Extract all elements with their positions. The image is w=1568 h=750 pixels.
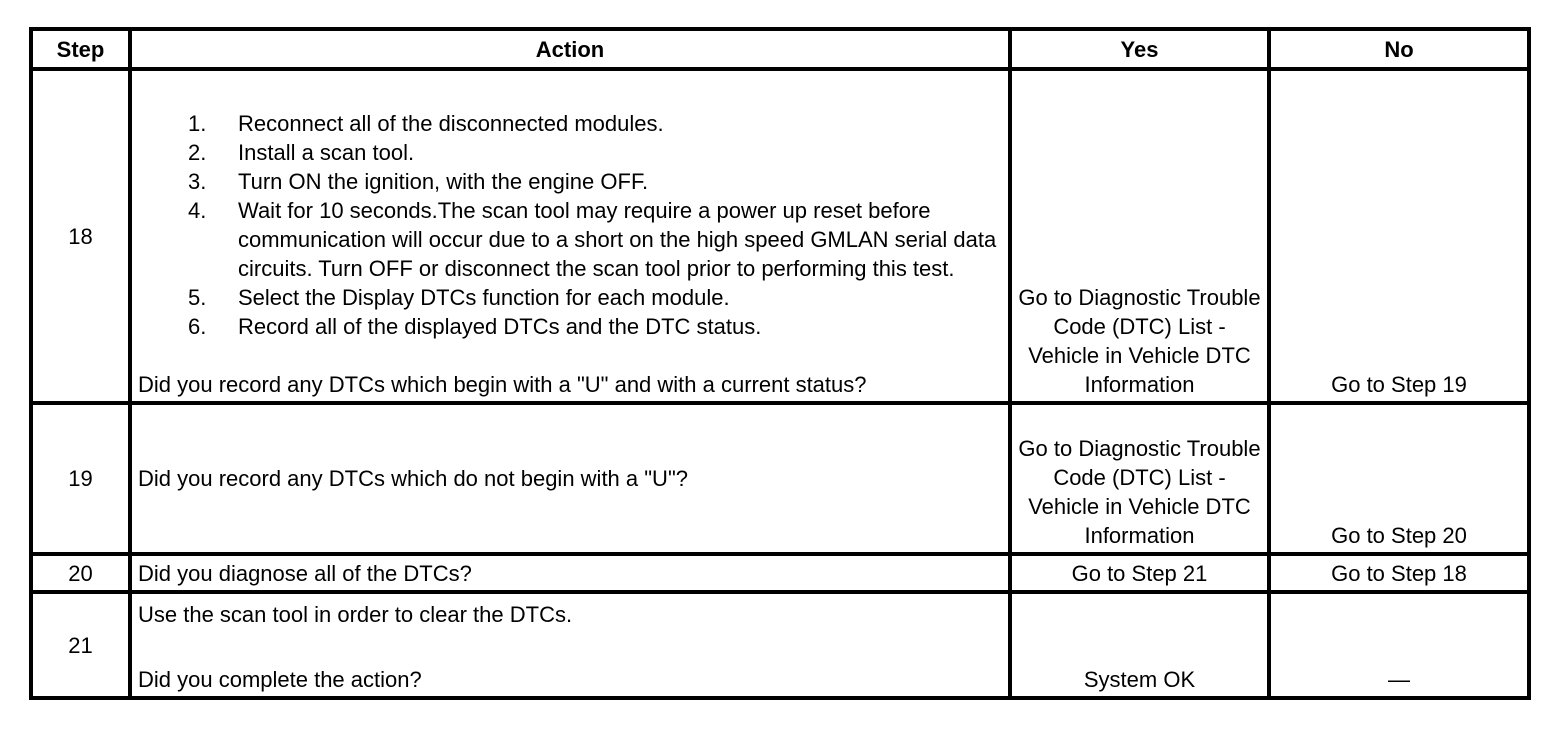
no-result: — [1269, 592, 1529, 698]
list-item-text: Turn ON the ignition, with the engine OFF. [238, 169, 649, 194]
list-item-text: Record all of the displayed DTCs and the DTC status. [238, 314, 762, 339]
table-row-step-18 [31, 69, 1529, 403]
list-item-text: Reconnect all of the disconnected modules. [238, 111, 664, 136]
action-cell [130, 69, 1010, 403]
list-item-number: 3. [188, 169, 207, 194]
table-row-step-21 [31, 592, 1529, 698]
list-item-number: 6. [188, 314, 207, 339]
action-cell [130, 592, 1010, 698]
step-number: 20 [31, 554, 130, 592]
step-number: 18 [31, 69, 130, 403]
action-question: Did you complete the action? [138, 667, 422, 692]
list-item [138, 196, 1002, 283]
action-steps-list [138, 109, 1002, 341]
table-row-step-19 [31, 403, 1529, 554]
list-item [138, 109, 1002, 138]
yes-result: Go to Diagnostic Trouble Code (DTC) List - Vehicle in Vehicle DTC Information [1010, 403, 1269, 554]
header-no: No [1269, 29, 1529, 69]
step-number: 21 [31, 592, 130, 698]
action-instruction: Use the scan tool in order to clear the DTCs. [138, 602, 573, 627]
action-question: Did you diagnose all of the DTCs? [138, 560, 472, 586]
step-number: 19 [31, 403, 130, 554]
action-question: Did you record any DTCs which begin with a "U" and with a current status? [138, 372, 867, 397]
list-item [138, 138, 1002, 167]
diagnostic-table [29, 27, 1531, 700]
list-item-number: 1. [188, 111, 207, 136]
list-item [138, 167, 1002, 196]
list-item [138, 312, 1002, 341]
no-result: Go to Step 20 [1269, 403, 1529, 554]
list-item [138, 283, 1002, 312]
no-result: Go to Step 19 [1269, 69, 1529, 403]
header-step: Step [31, 29, 130, 69]
list-item-number: 2. [188, 140, 207, 165]
list-item-text: Wait for 10 seconds.The scan tool may require a power up reset before communication will occur due to a short on the high speed GMLAN serial data circuits. Turn OFF or disconnect the scan tool prior to performing this test. [238, 198, 997, 281]
header-yes: Yes [1010, 29, 1269, 69]
list-item-text: Install a scan tool. [238, 140, 415, 165]
yes-result: Go to Step 21 [1010, 554, 1269, 592]
action-cell [130, 403, 1010, 554]
list-item-number: 4. [188, 198, 207, 223]
header-action: Action [130, 29, 1010, 69]
list-item-number: 5. [188, 285, 207, 310]
yes-result: System OK [1010, 592, 1269, 698]
table-row-step-20 [31, 554, 1529, 592]
action-cell [130, 554, 1010, 592]
action-question: Did you record any DTCs which do not begin with a "U"? [138, 466, 688, 491]
no-result: Go to Step 18 [1269, 554, 1529, 592]
yes-result: Go to Diagnostic Trouble Code (DTC) List - Vehicle in Vehicle DTC Information [1010, 69, 1269, 403]
list-item-text: Select the Display DTCs function for each module. [238, 285, 730, 310]
header-row [31, 29, 1529, 69]
